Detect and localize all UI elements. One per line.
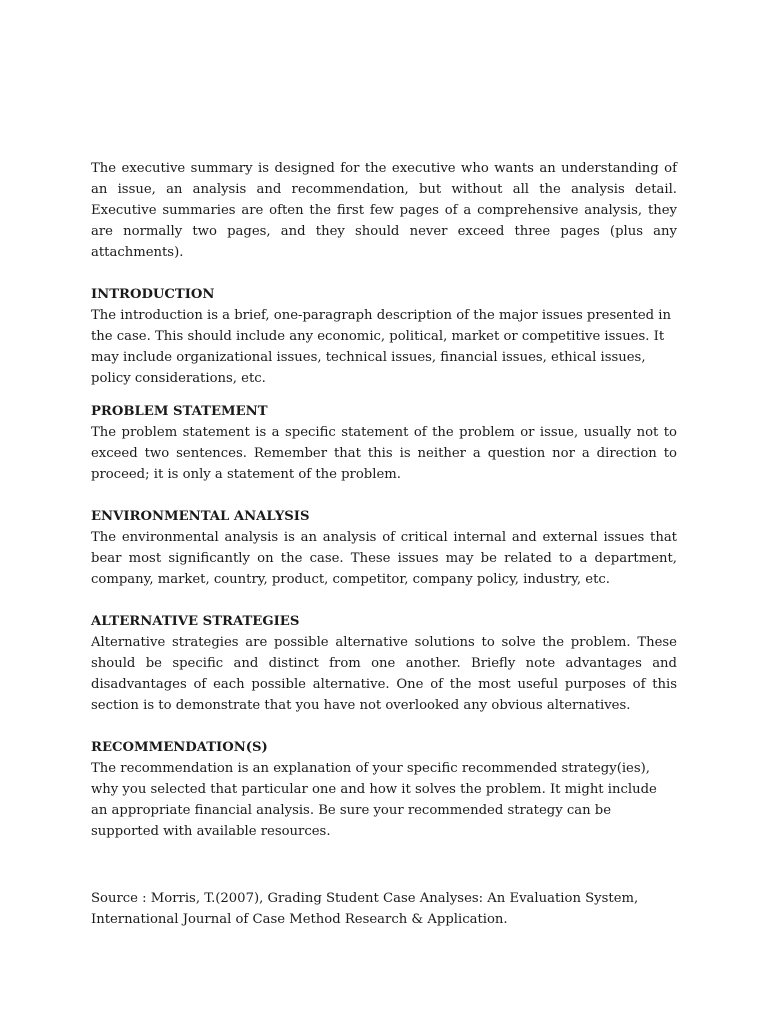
spacer bbox=[91, 485, 677, 506]
spacer bbox=[91, 716, 677, 737]
section-body: The recommendation is an explanation of your specific recommended strategy(ies), why you selected that particular one and how it solves the problem. It might include an appropriate financial analysis. Be sure your recommended strategy can be supported with available resources. bbox=[91, 761, 657, 839]
spacer bbox=[91, 590, 677, 611]
section-body: The environmental analysis is an analysis of critical internal and external issues that bear most significantly on the case. These issues may be related to a department, company, market, country, product, competitor, company policy, industry, etc. bbox=[91, 530, 677, 587]
section-recommendations bbox=[91, 737, 677, 842]
section-heading: PROBLEM STATEMENT bbox=[91, 404, 268, 419]
section-heading: RECOMMENDATION(S) bbox=[91, 740, 268, 755]
section-body: The problem statement is a specific statement of the problem or issue, usually not to exceed two sentences. Remember that this is neither a question nor a direction to proceed; it is only a statement of the problem. bbox=[91, 425, 677, 482]
spacer bbox=[91, 389, 677, 401]
source-line-2: International Journal of Case Method Research & Application. bbox=[91, 912, 508, 927]
section-heading: ALTERNATIVE STRATEGIES bbox=[91, 614, 300, 629]
section-problem-statement bbox=[91, 401, 677, 485]
spacer bbox=[91, 263, 677, 284]
source-citation bbox=[91, 888, 677, 930]
source-line-1: Source : Morris, T.(2007), Grading Student Case Analyses: An Evaluation System, bbox=[91, 891, 639, 906]
section-body: The introduction is a brief, one-paragraph description of the major issues presented in the case. This should include any economic, political, market or competitive issues. It may include organizational issues, technical issues, financial issues, ethical issues, policy considerations, etc. bbox=[91, 308, 671, 386]
intro-paragraph: The executive summary is designed for the executive who wants an understanding of an issue, an analysis and recommendation, but without all the analysis detail. Executive summaries are often the first few pages of a comprehensive analysis, they are normally two pages, and they should never exceed three pages (plus any attachments). bbox=[91, 161, 677, 260]
section-introduction bbox=[91, 284, 677, 389]
section-heading: INTRODUCTION bbox=[91, 287, 215, 302]
document-page bbox=[91, 158, 677, 930]
section-body: Alternative strategies are possible alternative solutions to solve the problem. These should be specific and distinct from one another. Briefly note advantages and disadvantages of each possible alternative. One of the most useful purposes of this section is to demonstrate that you have not overlooked any obvious alternatives. bbox=[91, 635, 677, 713]
spacer bbox=[91, 842, 677, 888]
section-heading: ENVIRONMENTAL ANALYSIS bbox=[91, 509, 310, 524]
section-environmental-analysis bbox=[91, 506, 677, 590]
section-alternative-strategies bbox=[91, 611, 677, 716]
